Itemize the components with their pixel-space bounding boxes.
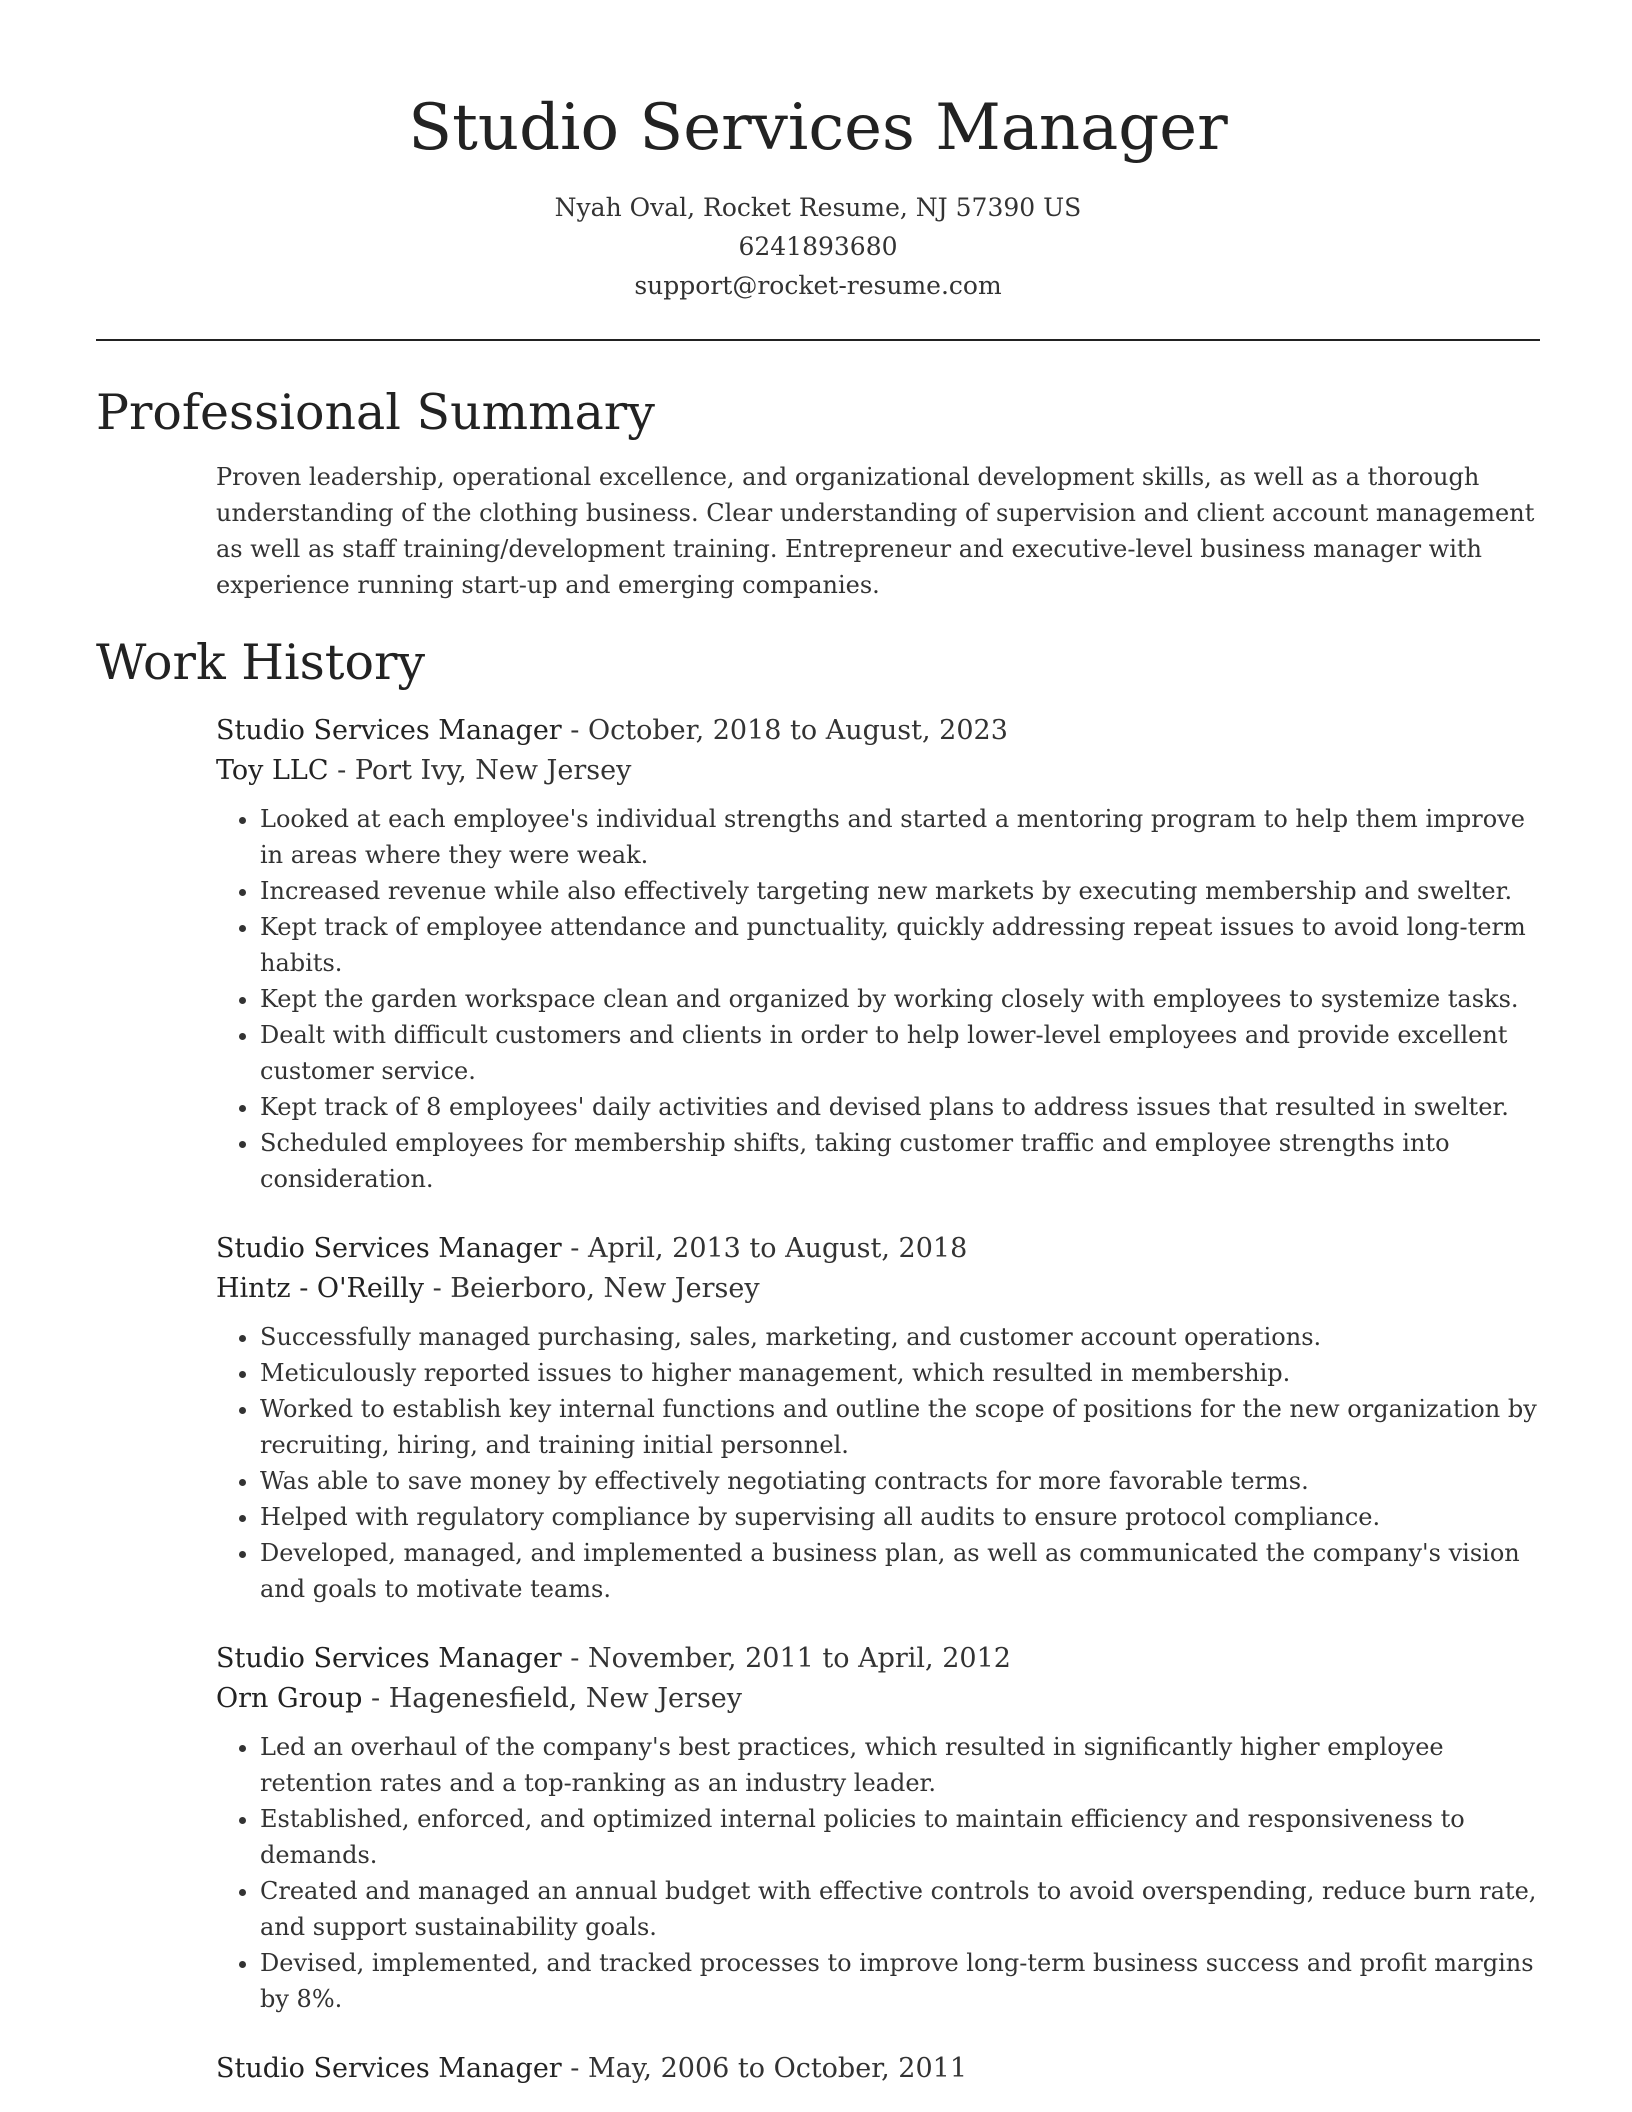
job-location: Beierboro, New Jersey [450,1273,760,1304]
contact-address: Nyah Oval, Rocket Resume, NJ 57390 US [554,193,1082,222]
job-employer: Toy LLC [216,755,329,786]
list-item: • Kept the garden workspace clean and organized by working closely with employees to systemize tasks. [260,981,1540,1017]
contact-email: support@rocket-resume.com [634,271,1002,300]
job-title-line: Studio Services Manager - April, 2013 to August, 2018 [216,1233,968,1264]
list-item: • Kept track of employee attendance and punctuality, quickly addressing repeat issues to avoid long-term habits. [260,909,1540,981]
job-employer-line: Orn Group - Hagenesfield, New Jersey [216,1683,743,1714]
job-entry [216,1229,1540,1607]
job-employer: Hintz - O'Reilly [216,1273,424,1304]
list-item: • Led an overhaul of the company's best practices, which resulted in significantly higher employee retention rates and a top-ranking as an industry leader. [260,1729,1540,1801]
list-item: • Kept track of 8 employees' daily activities and devised plans to address issues that resulted in swelter. [260,1089,1540,1125]
candidate-name: Studio Services Manager [408,91,1228,165]
list-item: • Dealt with difficult customers and clients in order to help lower-level employees and provide excellent customer service. [260,1017,1540,1089]
list-item: • Helped with regulatory compliance by supervising all audits to ensure protocol compliance. [260,1499,1540,1535]
list-item: • Looked at each employee's individual strengths and started a mentoring program to help them improve in areas where they were weak. [260,801,1540,873]
contact-phone: 6241893680 [738,232,898,261]
summary-text: Proven leadership, operational excellence, and organizational development skills, as well as a thorough understanding of the clothing business. Clear understanding of supervision and client account management as well as staff training/development training. Entrepreneur and executive-level business manager with experience running start-up and emerging companies. [216,463,1535,599]
list-item: • Increased revenue while also effectively targeting new markets by executing membership and swelter. [260,873,1540,909]
job-location: Hagenesfield, New Jersey [388,1683,743,1714]
job-entry [216,1639,1540,2017]
list-item: • Successfully managed purchasing, sales, marketing, and customer account operations. [260,1319,1540,1355]
job-title-line: Studio Services Manager - October, 2018 to August, 2023 [216,715,1008,746]
job-entry [216,711,1540,1197]
work-history-heading: Work History [96,634,426,691]
job-employer-line: Toy LLC - Port Ivy, New Jersey [216,755,632,786]
list-item: • Developed, managed, and implemented a business plan, as well as communicated the company's vision and goals to motivate teams. [260,1535,1540,1607]
job-dates: November, 2011 to April, 2012 [588,1643,1011,1674]
contact-block [96,188,1540,305]
job-title: Studio Services Manager [216,1233,562,1264]
job-bullets [216,1319,1540,1607]
job-employer: Orn Group [216,1683,363,1714]
resume-header [96,0,1540,305]
job-title-line: Studio Services Manager - November, 2011 to April, 2012 [216,1643,1011,1674]
job-bullets [216,801,1540,1197]
job-employer-line: Hintz - O'Reilly - Beierboro, New Jersey [216,1273,760,1304]
list-item: • Created and managed an annual budget with effective controls to avoid overspending, reduce burn rate, and support sustainability goals. [260,1873,1540,1945]
list-item: • Established, enforced, and optimized internal policies to maintain efficiency and responsiveness to demands. [260,1801,1540,1873]
list-item: • Was able to save money by effectively negotiating contracts for more favorable terms. [260,1463,1540,1499]
job-title: Studio Services Manager [216,1643,562,1674]
job-dates: May, 2006 to October, 2011 [588,2053,968,2084]
list-item: • Worked to establish key internal functions and outline the scope of positions for the new organization by recruiting, hiring, and training initial personnel. [260,1391,1540,1463]
job-entry [216,2049,1540,2089]
job-title: Studio Services Manager [216,2053,562,2084]
job-title: Studio Services Manager [216,715,562,746]
job-dates: October, 2018 to August, 2023 [588,715,1008,746]
header-divider [96,339,1540,341]
job-dates: April, 2013 to August, 2018 [588,1233,968,1264]
list-item: • Scheduled employees for membership shifts, taking customer traffic and employee strengths into consideration. [260,1125,1540,1197]
summary-heading: Professional Summary [96,384,655,441]
job-title-line: Studio Services Manager - May, 2006 to October, 2011 [216,2053,968,2084]
job-location: Port Ivy, New Jersey [354,755,632,786]
resume-page [96,0,1540,2089]
job-bullets [216,1729,1540,2017]
list-item: • Devised, implemented, and tracked processes to improve long-term business success and profit margins by 8%. [260,1945,1540,2017]
list-item: • Meticulously reported issues to higher management, which resulted in membership. [260,1355,1540,1391]
